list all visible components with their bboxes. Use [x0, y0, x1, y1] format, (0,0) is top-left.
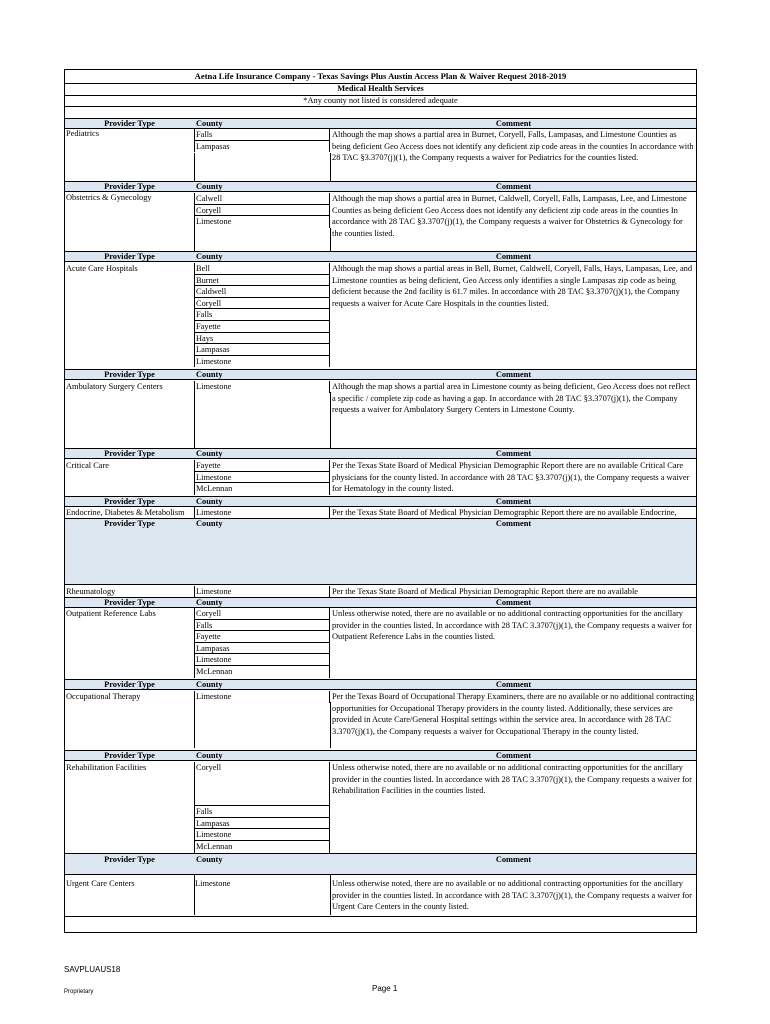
document-subtitle: Medical Health Services [337, 84, 424, 93]
header-county: County [196, 519, 223, 528]
county-cell: Calwell [195, 193, 329, 205]
header-county: County [196, 182, 223, 191]
comment-text: Although the map shows a partial area in Limestone county as being deficient, Geo Access does not reflect a specific / complete zip code as having a gap. In accordance with 28 TAC §3.3707(j)(1), the Company requests a waiver for Ambulatory Surgery Centers in Limestone County. [332, 382, 691, 415]
county-cell: Limestone [196, 217, 232, 227]
section-header-row [65, 251, 696, 262]
county-cell: McLennan [196, 841, 233, 851]
header-comment: Comment [495, 449, 532, 458]
provider-name: Endocrine, Diabetes & Metabolism [66, 508, 185, 517]
section-header-row [65, 369, 696, 380]
county-cell: Burnet [195, 275, 329, 287]
county-cell: Coryell [195, 298, 329, 310]
header-comment: Comment [495, 519, 532, 528]
comment-text: Although the map shows a partial area in Burnet, Caldwell, Coryell, Falls, Lampasas, Lee, and Limestone Counties as being deficient Geo Access does not identify any deficient zip code areas in the counties In accordance with 28 TAC §3.3707(j)(1), the Company requests a waiver for Obstetrics & Gynecology for the counties listed. [332, 194, 687, 238]
header-provider-type: Provider Type [104, 519, 155, 528]
county-cell: McLennan [196, 666, 233, 676]
comment-text: Per the Texas Board of Occupational Therapy Examiners, there are no available or no additional contracting opportunities for Occupational Therapy providers in the county listed. Additionally, these services are provided in Acute Care/General Hospital settings within the service area. In accordance with 28 TAC 3.3707(j)(1), the Company requests a waiver for Occupational Therapy in the county listed. [332, 692, 694, 736]
form-code: SAVPLUAUS18 [64, 965, 121, 974]
header-provider-type: Provider Type [104, 598, 155, 607]
section-header-row [65, 448, 696, 459]
provider-name: Pediatrics [66, 129, 100, 138]
county-cell: Limestone [196, 356, 232, 366]
comment-text: Unless otherwise noted, there are no available or no additional contracting opportunities for the ancillary provider in the counties listed. In accordance with 28 TAC 3.3707(j)(1), the Company requests a waiver for Rehabilitation Facilities in the counties listed. [332, 763, 692, 796]
header-county: County [196, 598, 223, 607]
county-list [194, 878, 330, 890]
comment-text: Per the Texas State Board of Medical Physician Demographic Report there are no available Endocrine, [332, 508, 677, 517]
header-comment: Comment [495, 182, 532, 191]
county-list [194, 507, 330, 519]
provider-name: Urgent Care Centers [66, 879, 135, 888]
comment-text: Per the Texas State Board of Medical Physician Demographic Report there are no available Critical Care physicians for the county listed. In accordance with 28 TAC §3.3707(j)(1), the Company requests a waiver for Hematology in the county listed. [332, 461, 690, 494]
county-cell: Limestone [196, 587, 232, 596]
header-county: County [196, 855, 223, 864]
header-provider-type: Provider Type [104, 449, 155, 458]
county-list [194, 193, 330, 228]
county-list [194, 129, 330, 152]
county-cell: Hays [195, 333, 329, 345]
comment-text: Although the map shows a partial areas in Bell, Burnet, Caldwell, Coryell, Falls, Hays, Lampasas, Lee, and Limestone counties as being deficient, Geo Access only identifies a single Lampasas zip code as being deficient because the 2nd facility is 61.7 miles. In accordance with 28 TAC §3.3707(j)(1), the Company requests a waiver for Acute Care Hospitals in the counties listed. [332, 264, 693, 308]
header-provider-type: Provider Type [104, 497, 155, 506]
provider-name: Critical Care [66, 461, 110, 470]
header-comment: Comment [495, 751, 532, 760]
county-list [194, 586, 330, 598]
header-provider-type: Provider Type [104, 751, 155, 760]
county-cell: Limestone [195, 829, 329, 841]
county-list [194, 608, 330, 678]
provider-name: Outpatient Reference Labs [66, 609, 156, 618]
proprietary-label: Proprietary [64, 989, 94, 995]
county-cell: Coryell [195, 608, 329, 620]
county-cell: Caldwell [195, 286, 329, 298]
county-cell: Falls [195, 309, 329, 321]
header-provider-type: Provider Type [104, 182, 155, 191]
comment-text: Although the map shows a partial area in Burnet, Coryell, Falls, Lampasas, and Limestone Counties as being deficient Geo Access does not identify any deficient zip code areas in the counties In accordance with 28 TAC §3.3707(j)(1), the Company requests a waiver for Pediatrics for the counties listed. [332, 130, 694, 163]
header-comment: Comment [495, 598, 532, 607]
section-header-row [65, 181, 696, 192]
document-title: Aetna Life Insurance Company - Texas Savings Plus Austin Access Plan & Waiver Request 2018-2019 [194, 71, 567, 81]
section-header-row [65, 518, 696, 585]
header-county: County [196, 370, 223, 379]
provider-name: Acute Care Hospitals [66, 264, 138, 273]
county-cell: Fayette [195, 460, 329, 472]
county-cell: Lampasas [195, 344, 329, 356]
county-cell: Lampasas [196, 141, 230, 151]
county-list [194, 381, 330, 393]
section-header-row [65, 496, 696, 507]
header-provider-type: Provider Type [104, 252, 155, 261]
header-comment: Comment [495, 855, 532, 864]
county-cell: Coryell [195, 762, 329, 806]
provider-name: Rheumatology [66, 587, 116, 596]
header-provider-type: Provider Type [104, 119, 155, 128]
page-number: Page 1 [372, 984, 398, 993]
header-provider-type: Provider Type [104, 370, 155, 379]
county-cell: Falls [195, 129, 329, 141]
header-county: County [196, 449, 223, 458]
section-header-row [65, 750, 696, 761]
section-header-row [65, 679, 696, 690]
county-cell: Coryell [195, 205, 329, 217]
adequacy-note: *Any county not listed is considered adequate [303, 96, 458, 105]
header-county: County [196, 680, 223, 689]
county-cell: Bell [195, 263, 329, 275]
header-county: County [196, 751, 223, 760]
county-cell: Fayette [195, 321, 329, 333]
header-comment: Comment [495, 680, 532, 689]
section-header-row [65, 853, 696, 875]
county-cell: Limestone [195, 654, 329, 666]
provider-name: Rehabilitation Facilities [66, 763, 147, 772]
header-comment: Comment [495, 119, 532, 128]
comment-text: Per the Texas State Board of Medical Physician Demographic Report there are no available [332, 587, 639, 596]
comment-text: Unless otherwise noted, there are no available or no additional contracting opportunities for the ancillary provider in the counties listed. In accordance with 28 TAC 3.3707(j)(1), the Company requests a waiver for Urgent Care Centers in the county listed. [332, 879, 692, 912]
header-county: County [196, 497, 223, 506]
county-cell: Lampasas [195, 643, 329, 655]
county-list [194, 691, 330, 703]
county-list [194, 762, 330, 855]
county-cell: Limestone [196, 508, 232, 517]
provider-name: Occupational Therapy [66, 692, 141, 701]
section-header-row [65, 597, 696, 608]
header-county: County [196, 119, 223, 128]
comment-text: Unless otherwise noted, there are no available or no additional contracting opportunities for the ancillary provider in the counties listed. In accordance with 28 TAC 3.3707(j)(1), the Company requests a waiver for Outpatient Reference Labs in the counties listed. [332, 609, 692, 642]
county-cell: Limestone [195, 879, 231, 888]
county-cell: Limestone [196, 382, 232, 391]
county-list [194, 460, 330, 495]
header-comment: Comment [495, 370, 532, 379]
county-cell: Limestone [195, 472, 329, 484]
provider-name: Ambulatory Surgery Centers [66, 382, 163, 391]
county-cell: Falls [195, 620, 329, 632]
header-comment: Comment [495, 252, 532, 261]
provider-name: Obstetrics & Gynecology [66, 193, 152, 202]
county-cell: Lampasas [195, 818, 329, 830]
county-list [194, 263, 330, 367]
waiver-table [64, 69, 697, 933]
county-cell: Falls [195, 806, 329, 818]
header-provider-type: Provider Type [104, 680, 155, 689]
county-cell: McLennan [196, 484, 233, 494]
county-cell: Limestone [196, 692, 232, 701]
header-provider-type: Provider Type [104, 855, 155, 864]
header-county: County [196, 252, 223, 261]
header-comment: Comment [495, 497, 532, 506]
county-cell: Fayette [195, 631, 329, 643]
